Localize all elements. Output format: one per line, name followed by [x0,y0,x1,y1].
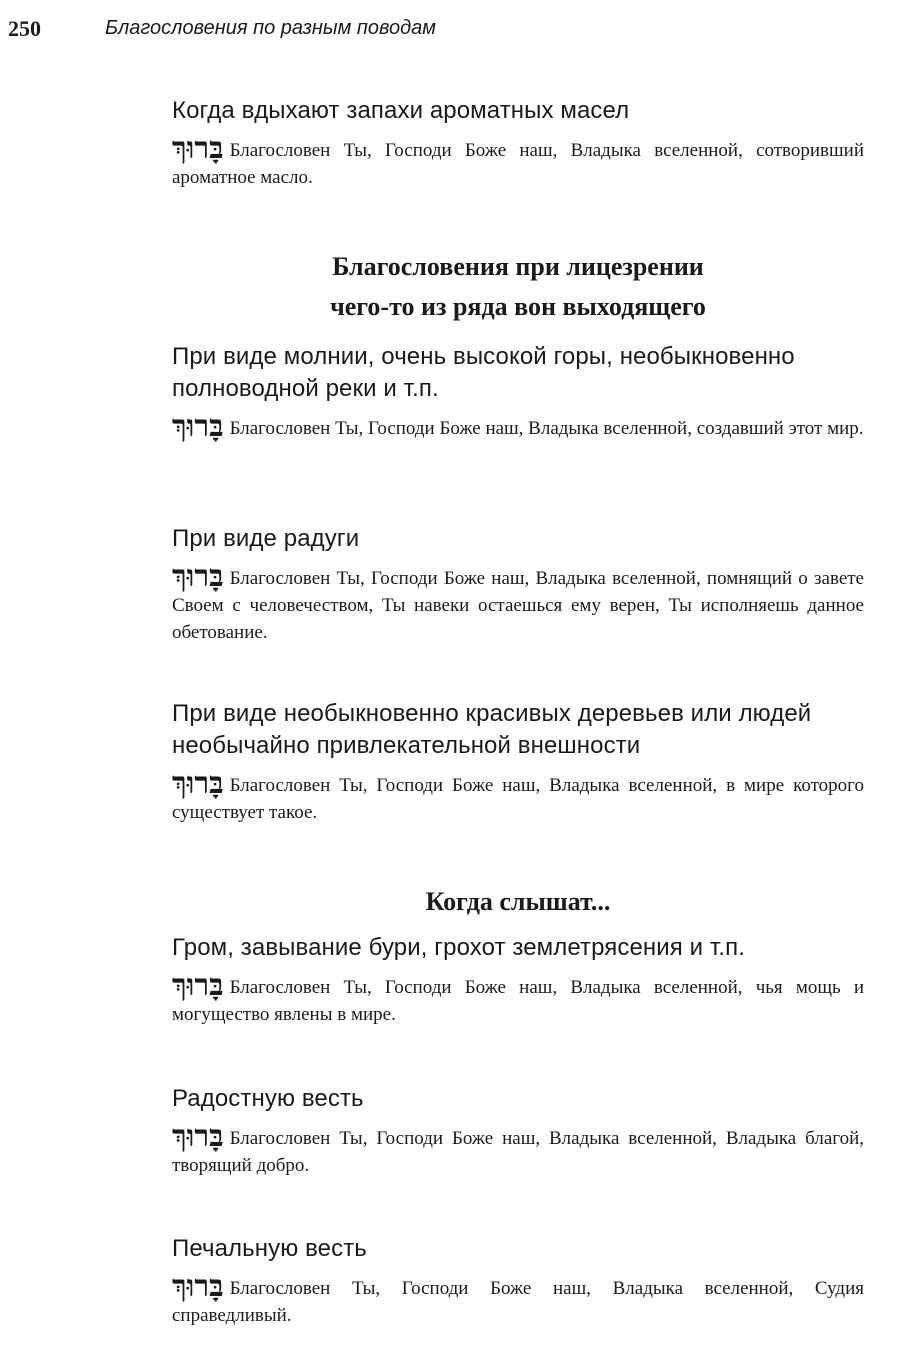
hebrew-baruch: בָּרוּךְ [172,559,224,594]
blessing-body: Благословен Ты, Господи Боже наш, Владыка вселенной, Судия справедливый. [172,1278,864,1326]
blessing-body: Благословен Ты, Господи Боже наш, Владыка вселенной, Владыка благой, творящий добро. [172,1128,864,1176]
blessing-entry [172,523,864,646]
hebrew-baruch: בָּרוּךְ [172,409,224,444]
blessing-entry [172,95,864,191]
blessing-text [172,968,864,1028]
blessing-text [172,1119,864,1179]
hebrew-baruch: בָּרוּךְ [172,1269,224,1304]
blessing-text [172,1269,864,1329]
running-title: Благословения по разным поводам [105,17,436,39]
blessing-body: Благословен Ты, Господи Боже наш, Владыка вселенной, создавший этот мир. [229,418,864,439]
hebrew-baruch: בָּרוּךְ [172,766,224,801]
section-heading [172,247,864,327]
blessing-text [172,131,864,191]
blessing-text [172,409,864,444]
section-heading-line: Когда слышат... [425,887,611,916]
occasion-title: Гром, завывание бури, грохот землетрясения и т.п. [172,934,745,961]
page-header [8,16,880,46]
blessing-body: Благословен Ты, Господи Боже наш, Владыка вселенной, чья мощь и могущество явлены в мире. [172,977,864,1025]
blessing-text [172,766,864,826]
hebrew-baruch: בָּרוּךְ [172,131,224,166]
blessing-entry [172,1083,864,1179]
section-heading-line: чего-то из ряда вон выходящего [330,292,706,321]
hebrew-baruch: בָּרוּךְ [172,1119,224,1154]
occasion-title: При виде необыкновенно красивых деревьев или людей необычайно привлекательной внешности [172,700,812,759]
blessing-text [172,559,864,646]
occasion-title: При виде молнии, очень высокой горы, необыкновенно полноводной реки и т.п. [172,343,795,402]
page-number: 250 [8,16,41,41]
blessing-body: Благословен Ты, Господи Боже наш, Владыка вселенной, в мире которого существует такое. [172,775,864,823]
occasion-title: Когда вдыхают запахи ароматных масел [172,97,630,124]
blessing-entry [172,698,864,826]
occasion-title: Печальную весть [172,1235,367,1262]
occasion-title: Радостную весть [172,1085,364,1112]
section-heading [172,882,864,922]
blessing-entry [172,341,864,442]
blessing-body: Благословен Ты, Господи Боже наш, Владыка вселенной, помнящий о завете Своем с человечеством, Ты навеки остаешься ему верен, Ты исполняешь данное обетование. [172,568,864,643]
blessing-entry [172,1233,864,1329]
blessing-body: Благословен Ты, Господи Боже наш, Владыка вселенной, сотворивший ароматное масло. [172,140,864,188]
hebrew-baruch: בָּרוּךְ [172,968,224,1003]
blessing-entry [172,932,864,1028]
occasion-title: При виде радуги [172,525,360,552]
section-heading-line: Благословения при лицезрении [332,252,704,281]
